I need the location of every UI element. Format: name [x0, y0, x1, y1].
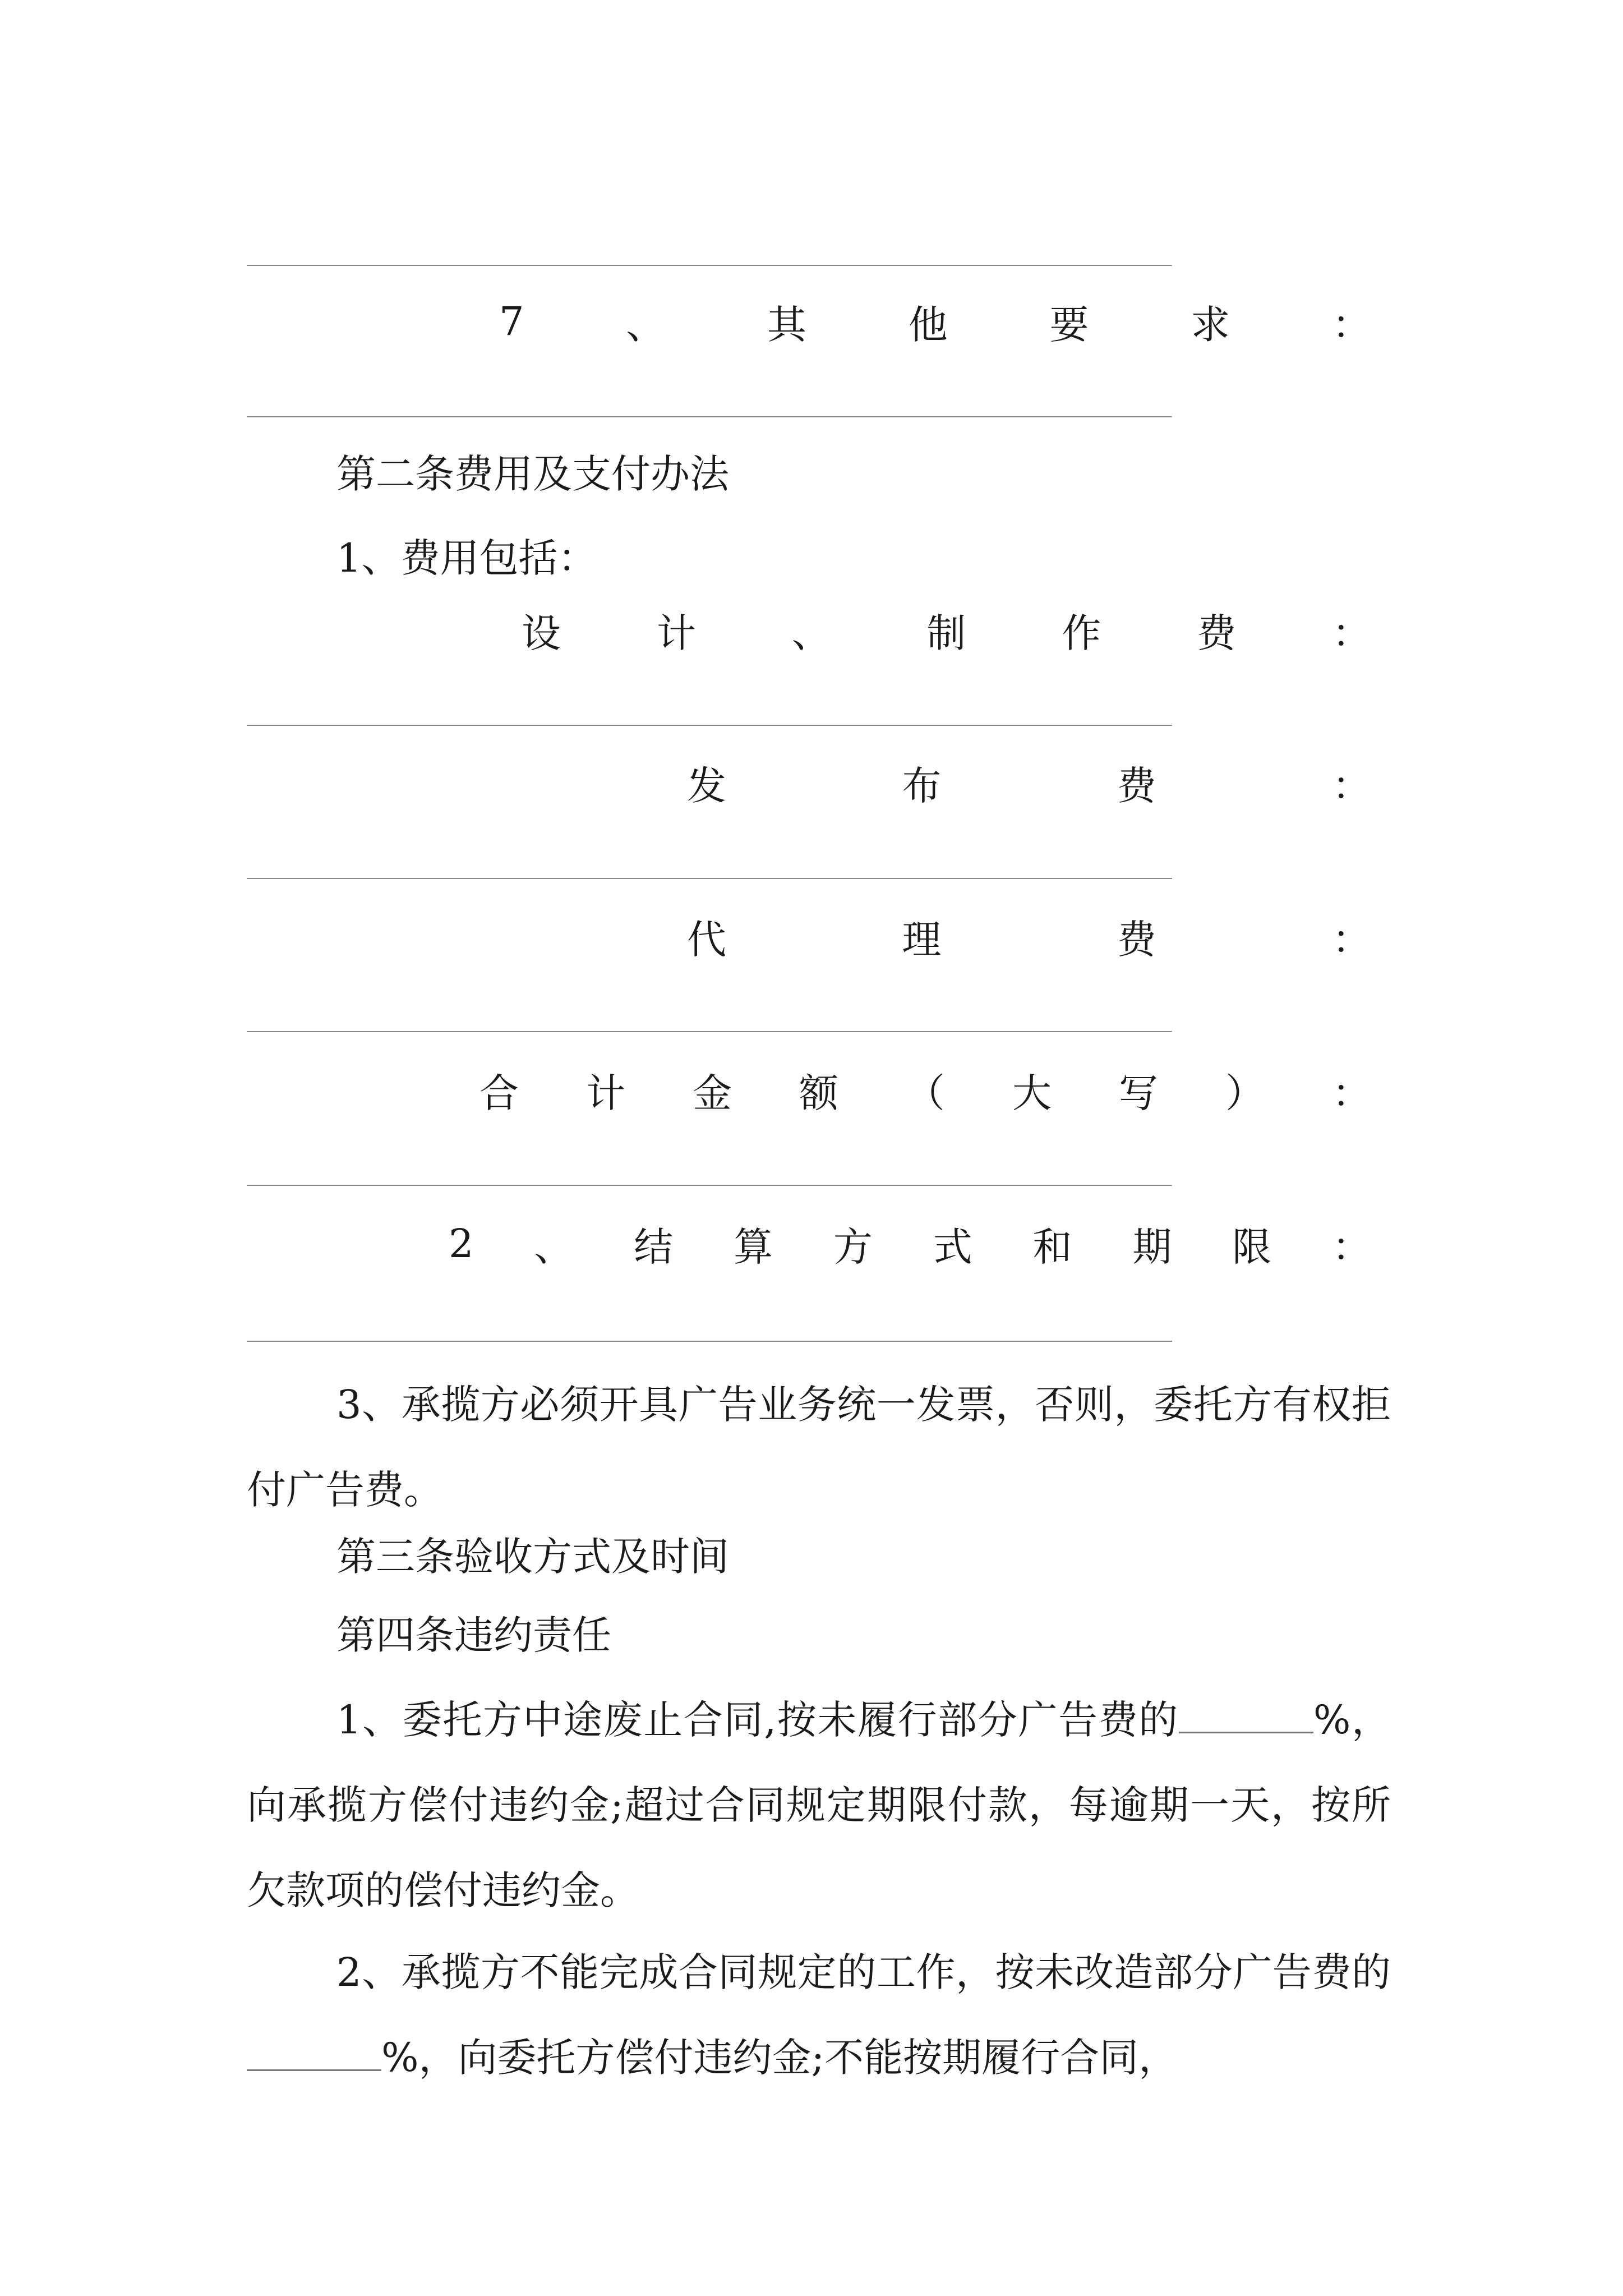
- percent-blank-2[interactable]: [247, 2036, 381, 2071]
- fee-includes-label: 1、费用包括：: [336, 535, 597, 581]
- article-4-heading: 第四条违约责任: [336, 1612, 611, 1658]
- publishing-fee-label: 发 布 费 ：: [687, 762, 1371, 809]
- total-amount-label: 合 计 金 额 （ 大 写 ） ：: [479, 1070, 1371, 1116]
- design-production-fee-label: 设 计 、 制 作 费 ：: [522, 610, 1371, 656]
- settlement-method-label: 2 、 结 算 方 式 和 期 限 ：: [449, 1221, 1371, 1270]
- fill-line: [247, 1031, 1172, 1032]
- article-2-heading: 第二条费用及支付办法: [336, 451, 729, 497]
- fill-line: [247, 878, 1172, 879]
- percent-blank-1[interactable]: [1179, 1698, 1313, 1733]
- agency-fee-label: 代 理 费 ：: [687, 916, 1371, 963]
- fill-line: [247, 1185, 1172, 1186]
- fill-line: [247, 1341, 1172, 1342]
- fill-line: [247, 265, 1172, 266]
- fill-line: [247, 725, 1172, 726]
- article-3-heading: 第三条验收方式及时间: [336, 1534, 729, 1580]
- invoice-clause: 3、承揽方必须开具广告业务统一发票，否则，委托方有权拒付广告费。: [247, 1382, 1391, 1513]
- item-7-other-requirements: 7 、 其 他 要 求 ：: [499, 298, 1371, 348]
- fill-line: [247, 416, 1172, 417]
- breach-clause-2: 2、承揽方不能完成合同规定的工作，按未改造部分广告费的%，向委托方偿付违约金;不能按期履行合同，: [247, 1930, 1391, 2100]
- breach-clause-1: 1、委托方中途废止合同,按未履行部分广告费的 %，向承揽方偿付违约金;超过合同规定期限付款，每逾期一天，按所欠款项的偿付违约金。: [247, 1697, 1391, 1913]
